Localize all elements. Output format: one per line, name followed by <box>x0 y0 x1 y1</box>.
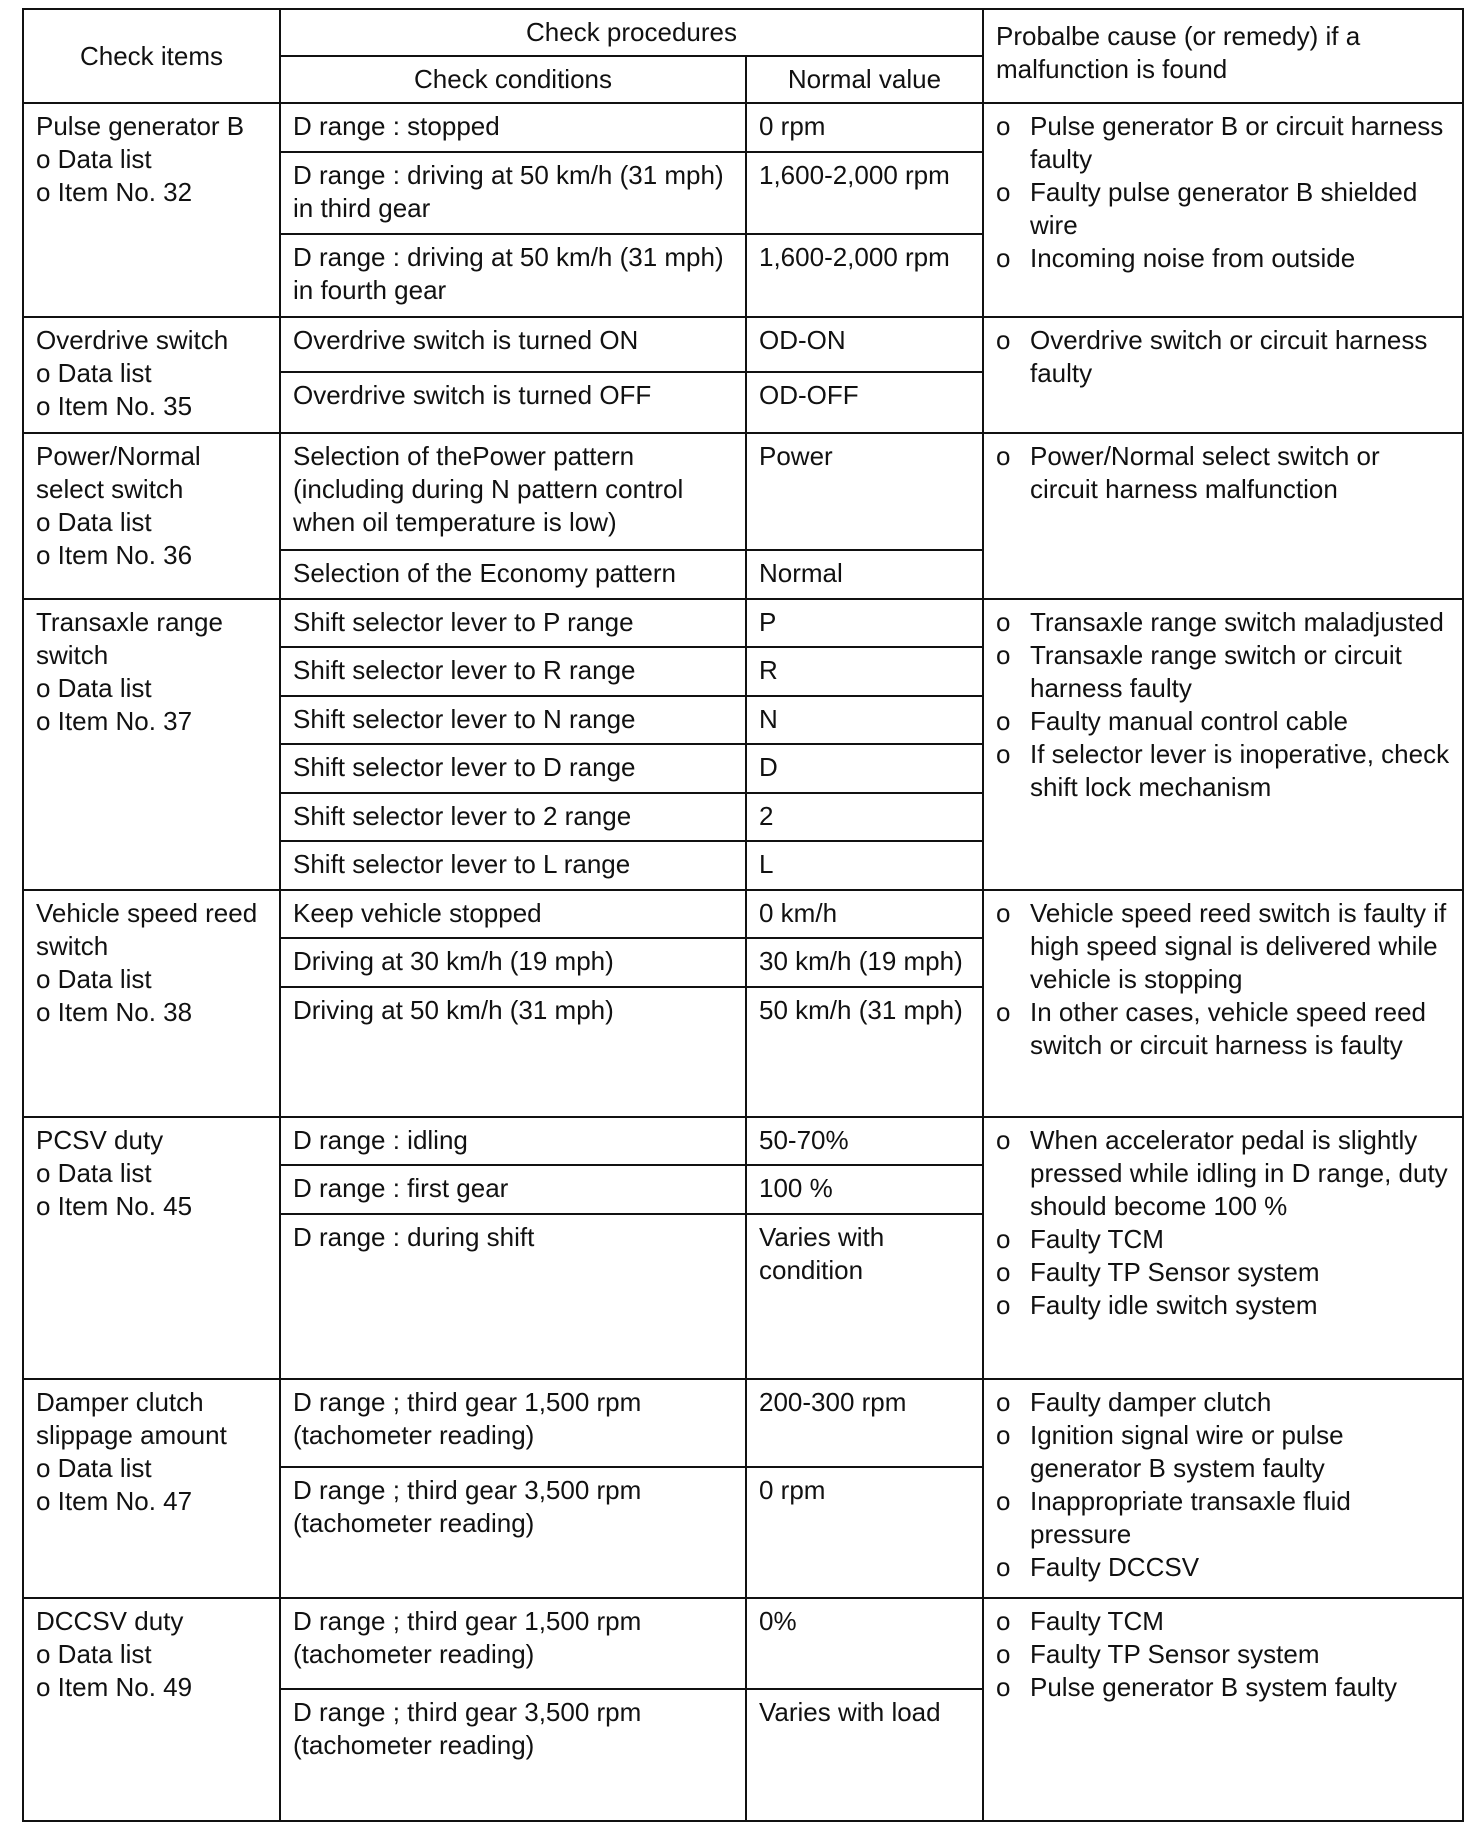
check-item-detail: o Item No. 49 <box>36 1671 193 1702</box>
check-item-title: Vehicle speed reed switch <box>36 897 258 961</box>
cause-list-item: o Faulty TCM <box>996 1605 1450 1638</box>
check-item-cell <box>23 317 280 434</box>
normal-value-cell: Normal <box>746 550 983 599</box>
check-item-title: PCSV duty <box>36 1124 164 1155</box>
check-item-cell <box>23 1379 280 1598</box>
check-item-title: Transaxle range switch <box>36 606 223 670</box>
normal-value-cell: Power <box>746 433 983 550</box>
cause-cell <box>983 1598 1463 1821</box>
check-condition-cell: D range : stopped <box>280 103 746 152</box>
cause-cell <box>983 890 1463 1117</box>
table-row <box>23 1598 1463 1689</box>
check-item-detail: o Data list <box>36 1638 152 1669</box>
check-item-detail: o Data list <box>36 963 152 994</box>
check-table-page <box>22 8 1462 1822</box>
check-item-cell <box>23 599 280 890</box>
check-item-detail: o Item No. 38 <box>36 996 193 1027</box>
check-condition-cell: Overdrive switch is turned ON <box>280 317 746 372</box>
check-item-detail: o Item No. 36 <box>36 540 193 571</box>
check-condition-cell: D range : driving at 50 km/h (31 mph) in fourth gear <box>280 234 746 317</box>
check-condition-cell: D range : driving at 50 km/h (31 mph) in third gear <box>280 152 746 235</box>
check-condition-cell: Shift selector lever to P range <box>280 599 746 648</box>
normal-value-cell: OD-ON <box>746 317 983 372</box>
header-cause: Probalbe cause (or remedy) if a malfunction is found <box>983 9 1463 103</box>
cause-list-item: o Faulty DCCSV <box>996 1551 1450 1584</box>
normal-value-cell: L <box>746 841 983 890</box>
cause-list-item: o Power/Normal select switch or circuit harness malfunction <box>996 440 1450 506</box>
check-item-cell <box>23 103 280 317</box>
check-condition-cell: Shift selector lever to D range <box>280 744 746 793</box>
check-item-title: Damper clutch slippage amount <box>36 1386 227 1450</box>
check-condition-cell: Selection of the Economy pattern <box>280 550 746 599</box>
cause-cell <box>983 599 1463 890</box>
check-item-detail: o Data list <box>36 144 152 174</box>
cause-list-item: o Incoming noise from outside <box>996 242 1450 275</box>
cause-list-item: o Faulty pulse generator B shielded wire <box>996 176 1450 242</box>
cause-cell <box>983 1117 1463 1379</box>
cause-list-item: o In other cases, vehicle speed reed switch or circuit harness is faulty <box>996 996 1450 1062</box>
table-row <box>23 317 1463 372</box>
header-check-procedures: Check procedures <box>280 9 983 56</box>
normal-value-cell: N <box>746 696 983 745</box>
check-condition-cell: Driving at 30 km/h (19 mph) <box>280 938 746 987</box>
table-row <box>23 890 1463 939</box>
cause-list-item: o Transaxle range switch maladjusted <box>996 606 1450 639</box>
check-item-detail: o Data list <box>36 1452 152 1483</box>
cause-list-item: o Faulty manual control cable <box>996 705 1450 738</box>
table-row <box>23 433 1463 550</box>
table-row <box>23 1117 1463 1166</box>
normal-value-cell: OD-OFF <box>746 372 983 433</box>
check-item-title: Overdrive switch <box>36 324 229 355</box>
cause-cell <box>983 103 1463 317</box>
check-condition-cell: D range ; third gear 1,500 rpm (tachometer reading) <box>280 1379 746 1467</box>
cause-list-item: o Inappropriate transaxle fluid pressure <box>996 1485 1450 1551</box>
check-item-cell <box>23 1598 280 1821</box>
normal-value-cell: 50 km/h (31 mph) <box>746 987 983 1117</box>
check-item-title: Pulse generator B <box>36 111 245 141</box>
normal-value-cell: 0% <box>746 1598 983 1689</box>
check-item-detail: o Data list <box>36 507 152 538</box>
check-condition-cell: Shift selector lever to R range <box>280 647 746 696</box>
check-condition-cell: D range ; third gear 1,500 rpm (tachometer reading) <box>280 1598 746 1689</box>
table-row <box>23 599 1463 648</box>
cause-list-item: o Vehicle speed reed switch is faulty if high speed signal is delivered while vehicle is stopping <box>996 897 1450 996</box>
table-row <box>23 1379 1463 1467</box>
check-condition-cell: Selection of thePower pattern (including during N pattern control when oil temperature is low) <box>280 433 746 550</box>
cause-cell <box>983 433 1463 598</box>
normal-value-cell: R <box>746 647 983 696</box>
check-condition-cell: Keep vehicle stopped <box>280 890 746 939</box>
check-table <box>22 8 1464 1822</box>
check-condition-cell: D range ; third gear 3,500 rpm (tachometer reading) <box>280 1689 746 1821</box>
cause-cell <box>983 317 1463 434</box>
check-condition-cell: Driving at 50 km/h (31 mph) <box>280 987 746 1117</box>
check-condition-cell: Shift selector lever to N range <box>280 696 746 745</box>
normal-value-cell: 0 km/h <box>746 890 983 939</box>
normal-value-cell: Varies with load <box>746 1689 983 1821</box>
check-condition-cell: D range : during shift <box>280 1214 746 1379</box>
check-item-detail: o Item No. 47 <box>36 1485 193 1516</box>
cause-list-item: o Faulty TP Sensor system <box>996 1638 1450 1671</box>
check-condition-cell: D range : first gear <box>280 1165 746 1214</box>
cause-list-item: o If selector lever is inoperative, check shift lock mechanism <box>996 738 1450 804</box>
cause-list-item: o When accelerator pedal is slightly pressed while idling in D range, duty should become 100 % <box>996 1124 1450 1223</box>
cause-list-item: o Faulty TCM <box>996 1223 1450 1256</box>
check-condition-cell: D range : idling <box>280 1117 746 1166</box>
header-check-items: Check items <box>23 9 280 103</box>
normal-value-cell: 30 km/h (19 mph) <box>746 938 983 987</box>
cause-list-item: o Faulty damper clutch <box>996 1386 1450 1419</box>
normal-value-cell: 1,600-2,000 rpm <box>746 234 983 317</box>
cause-list-item: o Ignition signal wire or pulse generator B system faulty <box>996 1419 1450 1485</box>
check-item-title: Power/Normal select switch <box>36 441 201 505</box>
check-item-cell <box>23 890 280 1117</box>
check-condition-cell: Overdrive switch is turned OFF <box>280 372 746 433</box>
header-normal-value: Normal value <box>746 56 983 103</box>
normal-value-cell: 1,600-2,000 rpm <box>746 152 983 235</box>
normal-value-cell: 2 <box>746 793 983 842</box>
normal-value-cell: 0 rpm <box>746 103 983 152</box>
check-condition-cell: Shift selector lever to L range <box>280 841 746 890</box>
header-check-conditions: Check conditions <box>280 56 746 103</box>
cause-list-item: o Transaxle range switch or circuit harness faulty <box>996 639 1450 705</box>
cause-list-item: o Faulty idle switch system <box>996 1289 1450 1322</box>
check-item-detail: o Data list <box>36 672 152 703</box>
normal-value-cell: 200-300 rpm <box>746 1379 983 1467</box>
normal-value-cell: P <box>746 599 983 648</box>
check-condition-cell: Shift selector lever to 2 range <box>280 793 746 842</box>
check-item-detail: o Item No. 45 <box>36 1190 193 1221</box>
cause-cell <box>983 1379 1463 1598</box>
normal-value-cell: 0 rpm <box>746 1467 983 1597</box>
check-item-cell <box>23 433 280 598</box>
check-item-detail: o Item No. 37 <box>36 705 193 736</box>
check-item-cell <box>23 1117 280 1379</box>
check-item-detail: o Item No. 35 <box>36 390 193 421</box>
normal-value-cell: Varies with condition <box>746 1214 983 1379</box>
check-item-detail: o Item No. 32 <box>36 177 193 207</box>
cause-list-item: o Pulse generator B system faulty <box>996 1671 1450 1704</box>
check-item-title: DCCSV duty <box>36 1605 184 1636</box>
check-condition-cell: D range ; third gear 3,500 rpm (tachometer reading) <box>280 1467 746 1597</box>
table-row <box>23 103 1463 152</box>
cause-list-item: o Pulse generator B or circuit harness faulty <box>996 110 1450 176</box>
normal-value-cell: D <box>746 744 983 793</box>
table-body <box>23 103 1463 1821</box>
normal-value-cell: 100 % <box>746 1165 983 1214</box>
check-item-detail: o Data list <box>36 357 152 388</box>
check-item-detail: o Data list <box>36 1157 152 1188</box>
cause-list-item: o Faulty TP Sensor system <box>996 1256 1450 1289</box>
cause-list-item: o Overdrive switch or circuit harness faulty <box>996 324 1450 390</box>
normal-value-cell: 50-70% <box>746 1117 983 1166</box>
